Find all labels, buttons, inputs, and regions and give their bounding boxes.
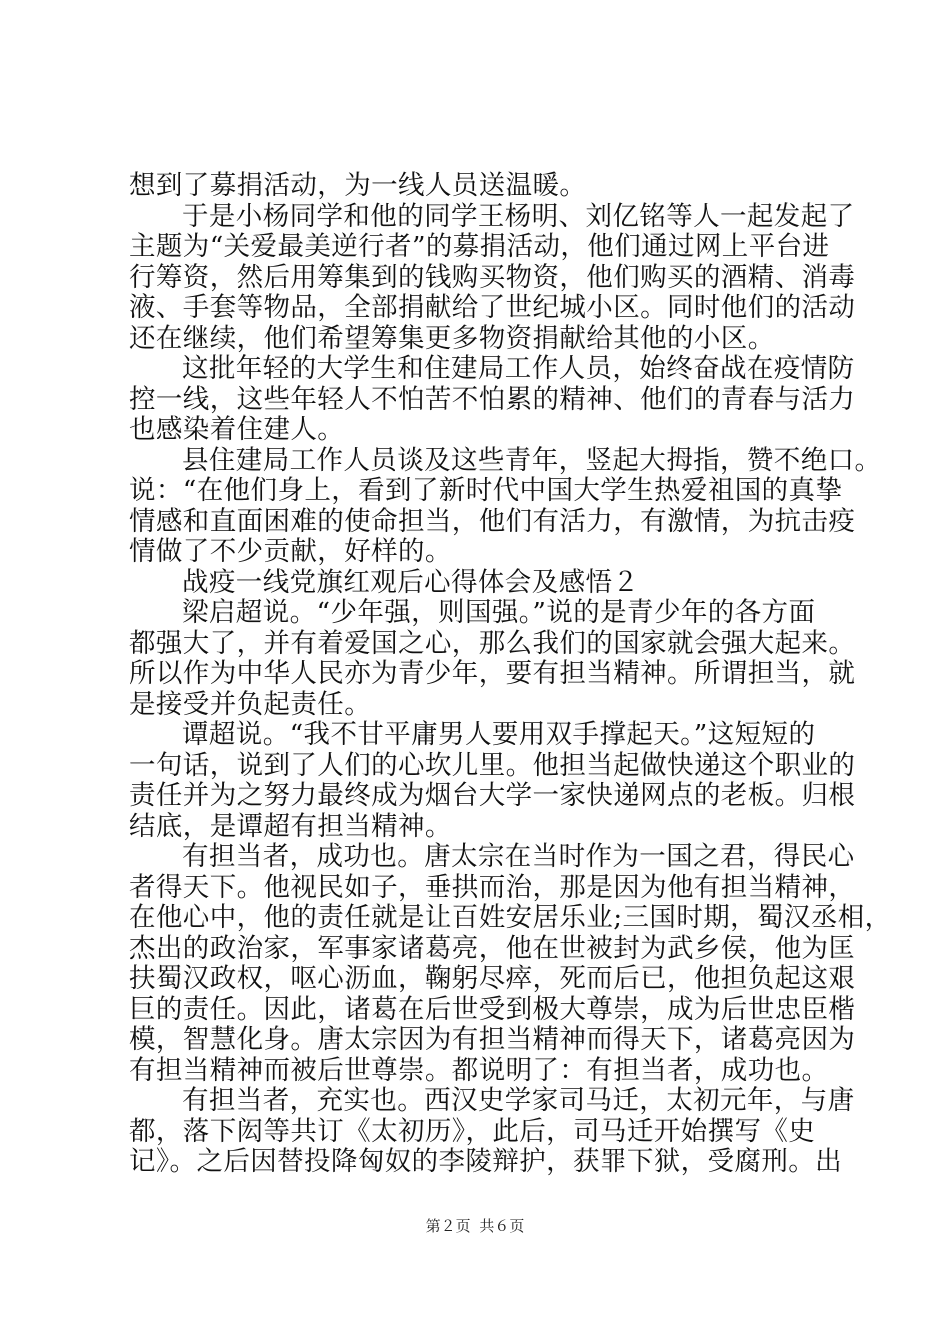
text-line: 有担当者，充实也。西汉史学家司马迁，太初元年，与唐 [182,1085,855,1116]
text-line: 情做了不少贡献，好样的。 [129,536,452,567]
text-line: 液、手套等物品，全部捐献给了世纪城小区。同时他们的活动 [129,292,856,323]
text-line: 责任并为之努力最终成为烟台大学一家快递网点的老板。归根 [129,780,856,811]
text-line: 结底，是谭超有担当精神。 [129,810,452,842]
text-line: 主题为“关爱最美逆行者”的募捐活动，他们通过网上平台进 [129,231,830,262]
text-line: 都强大了，并有着爱国之心，那么我们的国家就会强大起来。 [129,627,856,659]
text-line: 模，智慧化身。唐太宗因为有担当精神而得天下，诸葛亮因为 [129,1024,856,1055]
page-total: 共６页 [479,1217,525,1235]
text-line: 是接受并负起责任。 [129,688,372,720]
text-line: 者得天下。他视民如子，垂拱而治，那是因为他有担当精神， [129,871,856,903]
text-line: 还在继续，他们希望筹集更多物资捐献给其他的小区。 [129,322,775,354]
text-line: 也感染着住建人。 [129,414,345,445]
page-footer [0,1216,950,1236]
document-body [129,170,892,1178]
text-line: 情感和直面困难的使命担当，他们有活力，有激情，为抗击疫 [129,505,856,537]
text-line: 梁启超说。“少年强，则国强。”说的是青少年的各方面 [182,597,816,628]
text-line: 所以作为中华人民亦为青少年，要有担当精神。所谓担当，就 [129,658,856,689]
text-line: 控一线，这些年轻人不怕苦不怕累的精神、他们的青春与活力 [129,383,856,415]
text-line: 这批年轻的大学生和住建局工作人员，始终奋战在疫情防 [182,353,855,384]
text-line: 巨的责任。因此，诸葛在后世受到极大尊崇，成为后世忠臣楷 [129,993,856,1025]
text-line: 说：“在他们身上，看到了新时代中国大学生热爱祖国的真挚 [129,475,843,506]
page-number: 第２页 [425,1217,471,1235]
text-line: 有担当者，成功也。唐太宗在当时作为一国之君，得民心 [182,841,855,872]
text-line: 杰出的政治家，军事家诸葛亮，他在世被封为武乡侯，他为匡 [129,932,856,964]
text-line: 都，落下闳等共订《太初历》，此后，司马迁开始撰写《史 [129,1115,816,1147]
text-line: 战疫一线党旗红观后心得体会及感悟２ [182,566,640,598]
text-line: 一句话，说到了人们的心坎儿里。他担当起做快递这个职业的 [129,749,856,781]
text-line: 县住建局工作人员谈及这些青年，竖起大拇指，赞不绝口。 [182,444,882,476]
text-line: 扶蜀汉政权，呕心沥血，鞠躬尽瘁，死而后已，他担负起这艰 [129,963,856,994]
text-line: 记》。之后因替投降匈奴的李陵辩护，获罪下狱，受腐刑。出 [129,1146,843,1177]
text-line: 想到了募捐活动，为一线人员送温暖。 [129,170,587,201]
text-line: 在他心中，他的责任就是让百姓安居乐业;三国时期，蜀汉丞相， [129,902,892,933]
text-line: 行筹资，然后用筹集到的钱购买物资，他们购买的酒精、消毒 [129,261,856,293]
text-line: 有担当精神而被后世尊崇。都说明了：有担当者，成功也。 [129,1054,829,1086]
text-line: 谭超说。“我不甘平庸男人要用双手撑起天。”这短短的 [182,719,816,750]
text-line: 于是小杨同学和他的同学王杨明、刘亿铭等人一起发起了 [182,200,855,232]
